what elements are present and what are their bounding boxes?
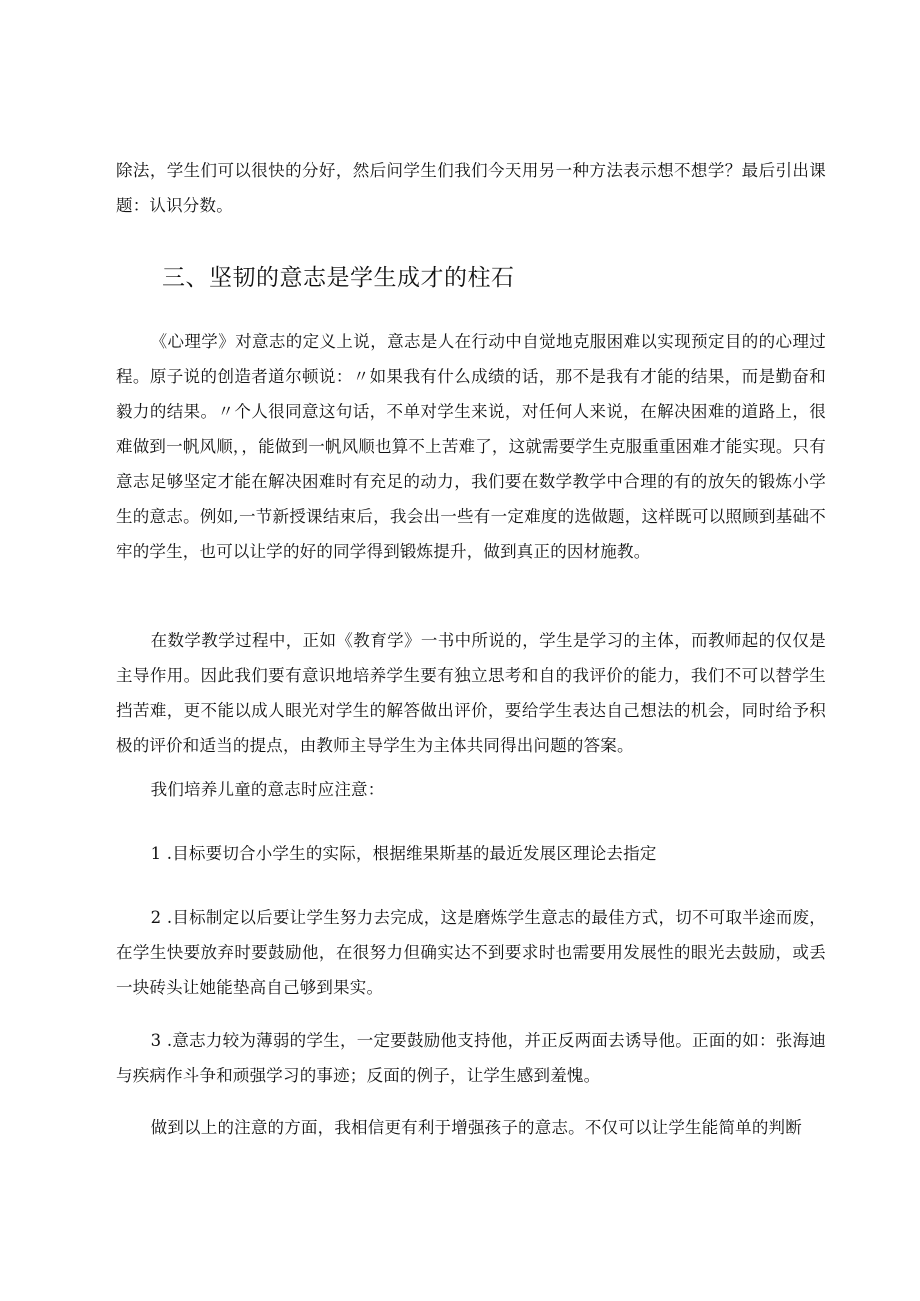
list-item-1: 1 .目标要切合小学生的实际，根据维果斯基的最近发展区理论去指定 xyxy=(150,844,657,863)
list-item-3: 3 .意志力较为薄弱的学生，一定要鼓励他支持他，并正反两面去诱导他。正面的如：张海迪与疾病作斗争和顽强学习的事迹；反面的例子，让学生感到羞愧。 xyxy=(116,1031,826,1085)
paragraph-notes-intro: 我们培养儿童的意志时应注意： xyxy=(150,780,385,799)
list-item-2: 2 .目标制定以后要让学生努力去完成，这是磨炼学生意志的最佳方式，切不可取半途而废，在学生快要放弃时要鼓励他，在很努力但确实达不到要求时也需要用发展性的眼光去鼓励，或丢一块砖头让她能垫高自己够到果实。 xyxy=(116,908,826,997)
paragraph-continuation: 除法，学生们可以很快的分好，然后问学生们我们今天用另一种方法表示想不想学？最后引出课题：认识分数。 xyxy=(116,161,826,215)
paragraph-conclusion: 做到以上的注意的方面，我相信更有利于增强孩子的意志。不仅可以让学生能简单的判断 xyxy=(150,1118,802,1137)
paragraph-will-definition: 《心理学》对意志的定义上说，意志是人在行动中自觉地克服困难以实现预定目的的心理过程。原子说的创造者道尔顿说：〃如果我有什么成绩的话，那不是我有才能的结果，而是勤奋和毅力的结果。〃个人很同意这句话，不单对学生来说，对任何人来说，在解决困难的道路上，很难做到一帆风顺，，能做到一帆风顺也算不上苦难了，这就需要学生克服重重困难才能实现。只有意志足够坚定才能在解决困难时有充足的动力，我们要在数学教学中合理的有的放矢的锻炼小学生的意志。例如,一节新授课结束后，我会出一些有一定难度的选做题，这样既可以照顾到基础不牢的学生，也可以让学的好的同学得到锻炼提升，做到真正的因材施教。 xyxy=(116,332,826,561)
section-heading: 三、坚韧的意志是学生成才的柱石 xyxy=(162,265,515,291)
paragraph-student-subject: 在数学教学过程中，正如《教育学》一书中所说的，学生是学习的主体，而教师起的仅仅是主导作用。因此我们要有意识地培养学生要有独立思考和自的我评价的能力，我们不可以替学生挡苦难，更不能以成人眼光对学生的解答做出评价，要给学生表达自己想法的机会，同时给予积极的评价和适当的提点，由教师主导学生为主体共同得出问题的答案。 xyxy=(116,631,826,755)
